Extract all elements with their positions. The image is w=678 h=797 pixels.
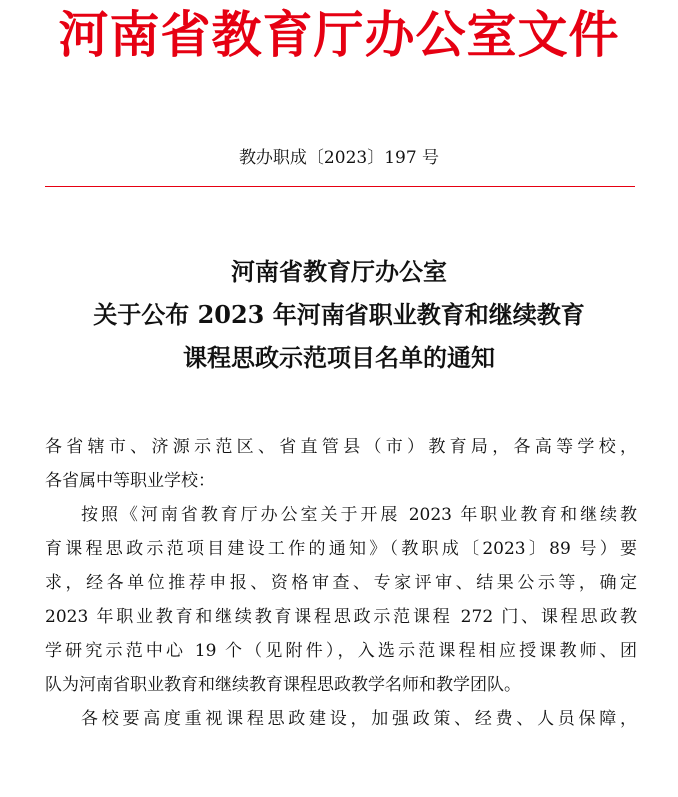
document-title <box>0 250 678 379</box>
paragraph-1-line-6: 队为河南省职业教育和继续教育课程思政教学名师和教学团队。 <box>45 675 521 695</box>
document-number: 教办职成〔2023〕197 号 <box>238 148 440 168</box>
paragraph-1-line-3: 求，经各单位推荐申报、资格审查、专家评审、结果公示等，确定 <box>45 573 637 593</box>
document-body <box>45 430 637 736</box>
title-line-3: 课程思政示范项目名单的通知 <box>183 343 495 372</box>
paragraph-1-line-2: 育课程思政示范项目建设工作的通知》（教职成〔2023〕89 号）要 <box>45 539 637 559</box>
title-line-2: 关于公布 2023 年河南省职业教育和继续教育 <box>93 300 585 329</box>
red-divider-line <box>45 186 635 187</box>
title-line-1: 河南省教育厅办公室 <box>231 257 447 286</box>
paragraph-2-line-1: 各校要高度重视课程思政建设，加强政策、经费、人员保障， <box>81 709 637 729</box>
paragraph-1-line-5: 学研究示范中心 19 个（见附件），入选示范课程相应授课教师、团 <box>45 641 637 661</box>
document-header-title: 河南省教育厅办公室文件 <box>58 5 620 64</box>
paragraph-1-line-1: 按照《河南省教育厅办公室关于开展 2023 年职业教育和继续教 <box>81 505 637 525</box>
salutation-line-2: 各省属中等职业学校： <box>45 471 215 491</box>
salutation-line-1: 各省辖市、济源示范区、省直管县（市）教育局，各高等学校， <box>45 437 637 457</box>
paragraph-1-line-4: 2023 年职业教育和继续教育课程思政示范课程 272 门、课程思政教 <box>45 607 637 627</box>
